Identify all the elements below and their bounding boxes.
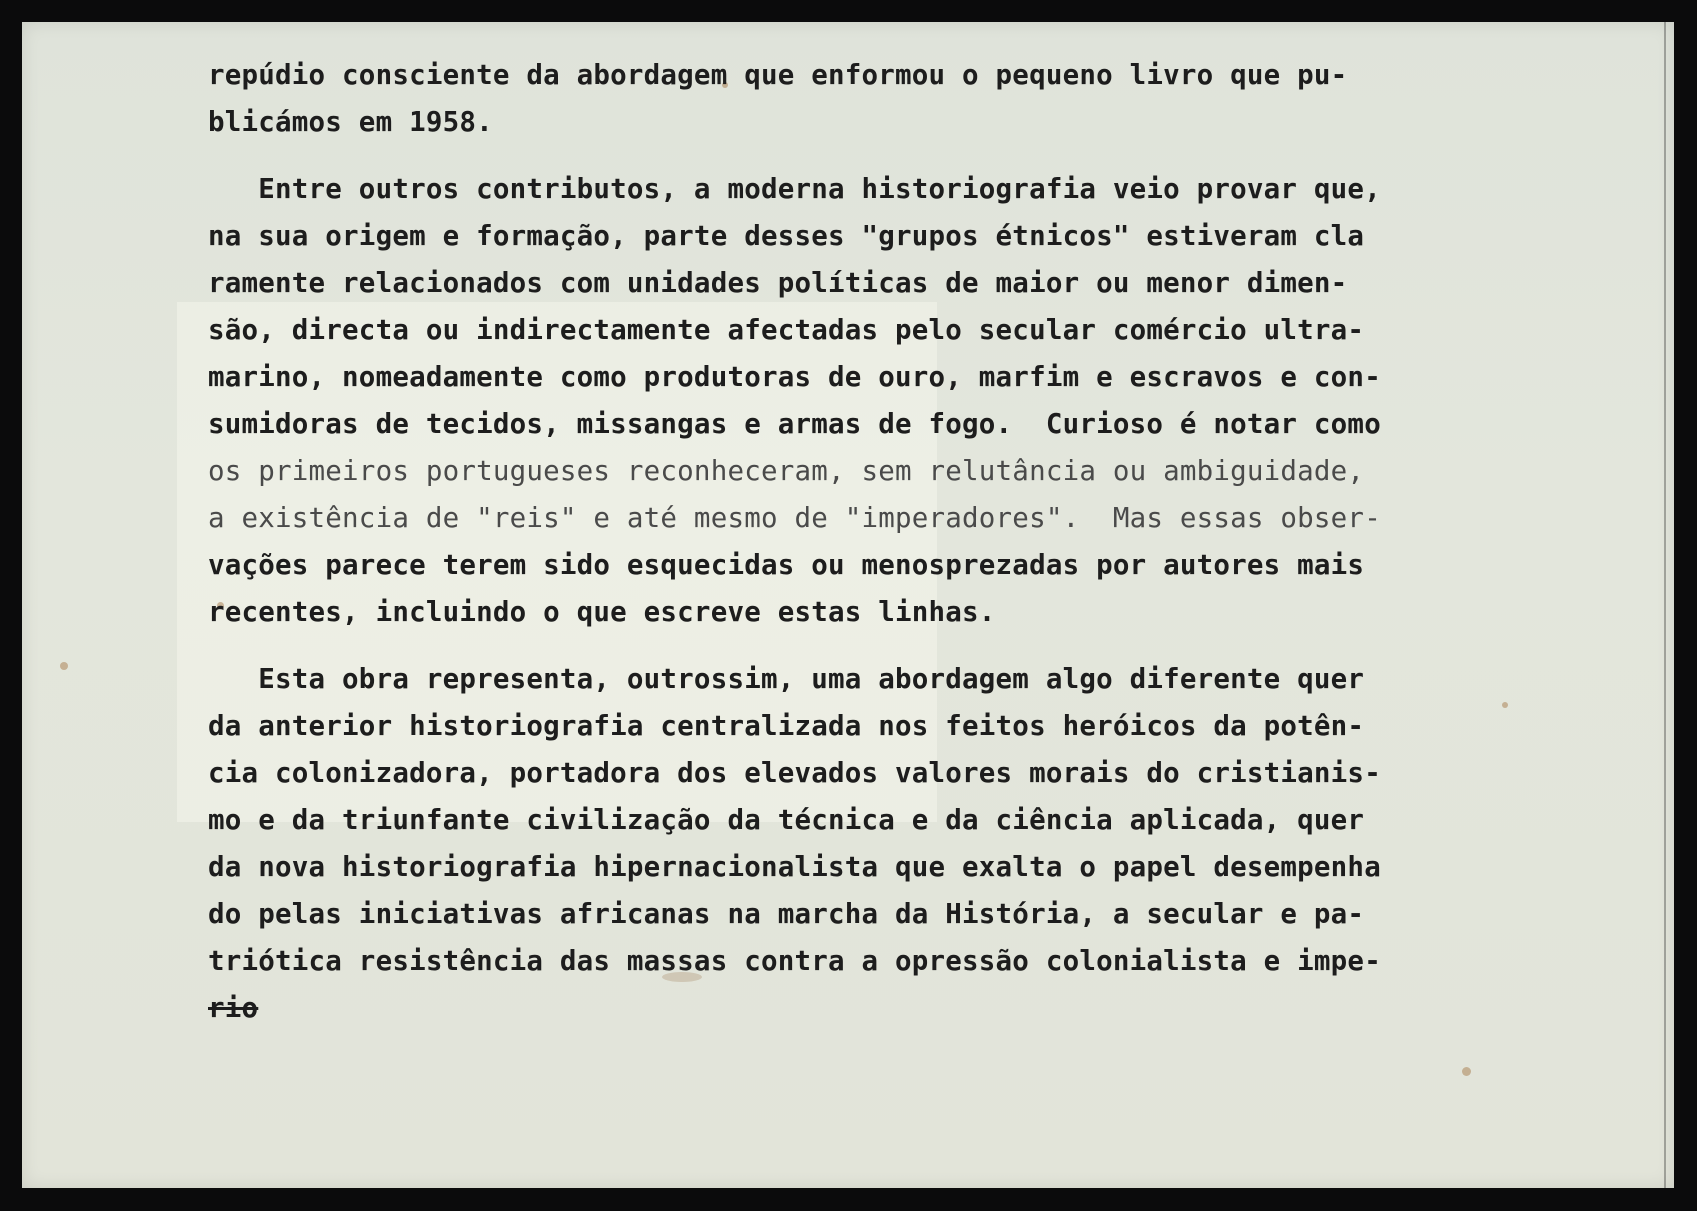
text-line: da anterior historiografia centralizada nos feitos heróicos da potên- [208,710,1365,742]
typewritten-page [22,22,1674,1188]
text-line: blicámos em 1958. [208,106,493,138]
text-line: repúdio consciente da abordagem que enformou o pequeno livro que pu- [208,59,1348,91]
text-line: do pelas iniciativas africanas na marcha da História, a secular e pa- [208,898,1365,930]
paper-stain [60,662,68,670]
text-line: Entre outros contributos, a moderna historiografia veio provar que, [208,173,1381,205]
paragraph-1 [208,52,1668,146]
text-line: na sua origem e formação, parte desses "grupos étnicos" estiveram cla [208,220,1365,252]
document-text [208,52,1668,1032]
text-line: a existência de "reis" e até mesmo de "imperadores". Mas essas obser- [208,502,1381,534]
text-line: vações parece terem sido esquecidas ou menosprezadas por autores mais [208,549,1365,581]
paragraph-2 [208,166,1668,636]
text-line: cia colonizadora, portadora dos elevados valores morais do cristianis- [208,757,1381,789]
text-line: recentes, incluindo o que escreve estas linhas. [208,596,996,628]
text-line: os primeiros portugueses reconheceram, sem relutância ou ambiguidade, [208,455,1365,487]
paper-stain [1462,1067,1471,1076]
text-line: marino, nomeadamente como produtoras de ouro, marfim e escravos e con- [208,361,1381,393]
paragraph-3 [208,656,1668,1032]
text-line: mo e da triunfante civilização da técnica e da ciência aplicada, quer [208,804,1365,836]
struck-line [208,985,1668,1032]
text-line: ramente relacionados com unidades políticas de maior ou menor dimen- [208,267,1348,299]
text-line: da nova historiografia hipernacionalista que exalta o papel desempenha [208,851,1381,883]
text-line: sumidoras de tecidos, missangas e armas de fogo. Curioso é notar como [208,408,1381,440]
text-line: triótica resistência das massas contra a opressão colonialista e impe- [208,945,1381,977]
struck-word: rio [208,992,259,1024]
text-line: são, directa ou indirectamente afectadas pelo secular comércio ultra- [208,314,1365,346]
text-line: Esta obra representa, outrossim, uma abordagem algo diferente quer [208,663,1365,695]
